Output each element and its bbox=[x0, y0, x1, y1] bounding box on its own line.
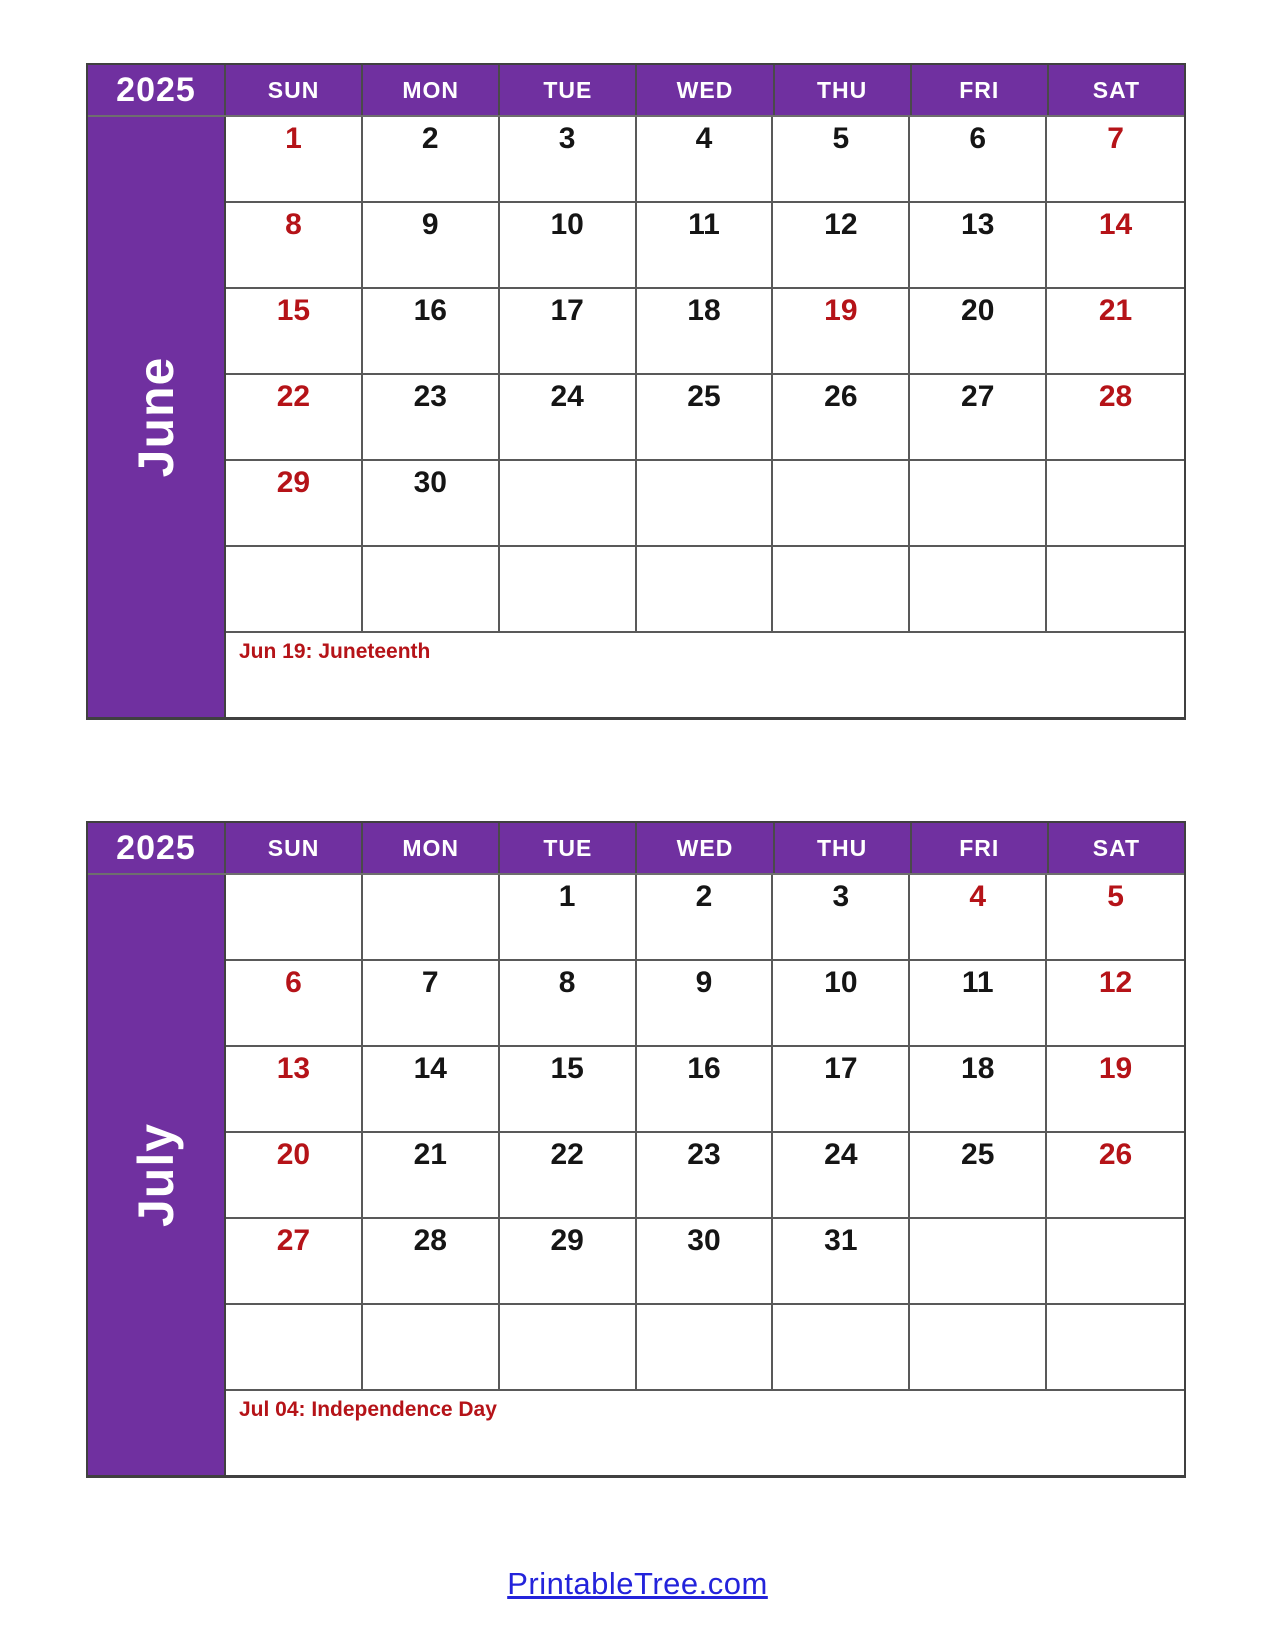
day-number: 23 bbox=[413, 380, 447, 413]
day-cell bbox=[226, 461, 363, 547]
footer-link[interactable]: PrintableTree.com bbox=[507, 1566, 768, 1601]
weekday-header-sun: SUN bbox=[226, 65, 363, 115]
day-number: 30 bbox=[413, 466, 447, 499]
day-number: 30 bbox=[687, 1224, 721, 1257]
day-number: 11 bbox=[961, 966, 994, 999]
day-cell bbox=[500, 1133, 637, 1219]
day-cell bbox=[637, 117, 774, 203]
day-cell bbox=[1047, 1047, 1184, 1133]
day-number: 4 bbox=[969, 880, 987, 913]
day-cell bbox=[910, 1047, 1047, 1133]
day-number: 22 bbox=[276, 380, 311, 413]
day-number: 10 bbox=[550, 208, 584, 241]
day-number: 15 bbox=[550, 1052, 584, 1085]
day-cell bbox=[773, 547, 910, 633]
day-cell bbox=[226, 547, 363, 633]
day-number: 12 bbox=[1098, 966, 1133, 999]
day-cell bbox=[1047, 961, 1184, 1047]
day-cell bbox=[910, 117, 1047, 203]
day-number: 7 bbox=[1107, 122, 1124, 155]
day-cell bbox=[637, 1305, 774, 1391]
day-number: 22 bbox=[550, 1138, 584, 1171]
day-number: 1 bbox=[558, 880, 576, 913]
day-cell bbox=[500, 117, 637, 203]
calendar-header-row bbox=[88, 65, 1184, 117]
day-cell bbox=[226, 117, 363, 203]
day-cell bbox=[910, 1219, 1047, 1305]
day-number: 5 bbox=[1107, 880, 1124, 913]
holiday-note: Jul 04: Independence Day bbox=[239, 1398, 497, 1421]
day-cell bbox=[1047, 1133, 1184, 1219]
day-cell bbox=[363, 961, 500, 1047]
day-cell bbox=[910, 961, 1047, 1047]
day-number: 5 bbox=[832, 122, 850, 155]
day-cell bbox=[637, 461, 774, 547]
day-cell bbox=[363, 547, 500, 633]
day-number: 25 bbox=[961, 1138, 995, 1171]
day-cell bbox=[363, 1219, 500, 1305]
day-number: 9 bbox=[695, 966, 713, 999]
day-number: 9 bbox=[421, 208, 439, 241]
weekday-header-wed: WED bbox=[637, 823, 774, 873]
day-cell bbox=[1047, 461, 1184, 547]
day-cell bbox=[226, 1305, 363, 1391]
day-number: 25 bbox=[687, 380, 721, 413]
weekday-header-mon: MON bbox=[363, 65, 500, 115]
day-number: 4 bbox=[695, 122, 713, 155]
calendar-body bbox=[88, 875, 1184, 1475]
day-number: 14 bbox=[413, 1052, 447, 1085]
day-cell bbox=[363, 461, 500, 547]
day-number: 8 bbox=[285, 208, 302, 241]
weekday-header-wed: WED bbox=[637, 65, 774, 115]
calendar-header-row bbox=[88, 823, 1184, 875]
day-number: 27 bbox=[276, 1224, 311, 1257]
day-number: 17 bbox=[824, 1052, 858, 1085]
day-number: 15 bbox=[276, 294, 311, 327]
footer bbox=[0, 1566, 1275, 1602]
day-number: 19 bbox=[1098, 1052, 1133, 1085]
day-cell bbox=[500, 961, 637, 1047]
day-cell bbox=[637, 375, 774, 461]
day-cell bbox=[500, 1219, 637, 1305]
day-cell bbox=[637, 203, 774, 289]
day-cell bbox=[1047, 875, 1184, 961]
day-number: 11 bbox=[688, 208, 720, 241]
day-number: 23 bbox=[687, 1138, 721, 1171]
day-cell bbox=[500, 875, 637, 961]
day-cell bbox=[226, 1219, 363, 1305]
day-number: 13 bbox=[276, 1052, 311, 1085]
day-cell bbox=[500, 289, 637, 375]
calendar-body bbox=[88, 117, 1184, 717]
month-sidebar bbox=[88, 117, 226, 717]
holiday-band bbox=[226, 633, 1184, 717]
day-cell bbox=[363, 289, 500, 375]
day-number: 17 bbox=[550, 294, 584, 327]
weekday-header-sun: SUN bbox=[226, 823, 363, 873]
day-cell bbox=[773, 1305, 910, 1391]
day-cell bbox=[363, 117, 500, 203]
day-number: 29 bbox=[276, 466, 311, 499]
day-number: 26 bbox=[1098, 1138, 1133, 1171]
day-number: 28 bbox=[1098, 380, 1133, 413]
day-cell bbox=[773, 961, 910, 1047]
day-cell bbox=[363, 1305, 500, 1391]
day-cell bbox=[363, 375, 500, 461]
day-number: 21 bbox=[413, 1138, 447, 1171]
day-cell bbox=[910, 875, 1047, 961]
day-number: 21 bbox=[1098, 294, 1133, 327]
day-cell bbox=[773, 289, 910, 375]
day-cell bbox=[910, 375, 1047, 461]
weekday-header-fri: FRI bbox=[912, 65, 1049, 115]
day-cell bbox=[363, 875, 500, 961]
day-cell bbox=[637, 961, 774, 1047]
day-number: 13 bbox=[961, 208, 995, 241]
holiday-band bbox=[226, 1391, 1184, 1475]
day-cell bbox=[1047, 1305, 1184, 1391]
day-number: 3 bbox=[558, 122, 576, 155]
holiday-note: Jun 19: Juneteenth bbox=[239, 640, 431, 663]
day-cell bbox=[226, 961, 363, 1047]
day-number: 14 bbox=[1098, 208, 1133, 241]
day-cell bbox=[363, 1047, 500, 1133]
day-cell bbox=[226, 289, 363, 375]
calendar-july bbox=[86, 821, 1186, 1478]
weekday-header-sat: SAT bbox=[1092, 76, 1141, 103]
day-cell bbox=[637, 289, 774, 375]
day-cell bbox=[910, 289, 1047, 375]
day-number: 18 bbox=[687, 294, 721, 327]
year-label: 2025 bbox=[88, 65, 226, 115]
weekday-header-thu: THU bbox=[775, 823, 912, 873]
day-cell bbox=[1047, 547, 1184, 633]
day-cell bbox=[226, 1047, 363, 1133]
day-cell bbox=[773, 375, 910, 461]
day-cell bbox=[1047, 375, 1184, 461]
day-number: 1 bbox=[285, 122, 302, 155]
day-cell bbox=[226, 875, 363, 961]
day-number: 29 bbox=[550, 1224, 584, 1257]
day-number: 27 bbox=[961, 380, 995, 413]
day-cell bbox=[910, 1133, 1047, 1219]
day-cell bbox=[1047, 289, 1184, 375]
day-cell bbox=[500, 461, 637, 547]
month-label: June bbox=[128, 356, 184, 478]
day-cell bbox=[773, 1133, 910, 1219]
day-cell bbox=[1047, 203, 1184, 289]
day-number: 28 bbox=[413, 1224, 447, 1257]
day-number: 31 bbox=[824, 1224, 858, 1257]
day-cell bbox=[637, 547, 774, 633]
weekday-header-mon: MON bbox=[363, 823, 500, 873]
day-number: 26 bbox=[824, 380, 858, 413]
day-cell bbox=[773, 461, 910, 547]
day-cell bbox=[773, 875, 910, 961]
weekday-header-tue: TUE bbox=[500, 65, 637, 115]
day-cell bbox=[637, 1047, 774, 1133]
weekday-header-tue: TUE bbox=[500, 823, 637, 873]
weekday-header-sat: SAT bbox=[1092, 834, 1141, 861]
day-number: 24 bbox=[550, 380, 584, 413]
weekday-header-fri: FRI bbox=[912, 823, 1049, 873]
day-cell bbox=[773, 1219, 910, 1305]
day-grid bbox=[226, 117, 1184, 633]
month-sidebar bbox=[88, 875, 226, 1475]
day-number: 2 bbox=[695, 880, 713, 913]
day-number: 16 bbox=[413, 294, 447, 327]
year-label: 2025 bbox=[88, 823, 226, 873]
day-cell bbox=[363, 1133, 500, 1219]
day-cell bbox=[1047, 117, 1184, 203]
day-number: 19 bbox=[824, 294, 858, 327]
day-cell bbox=[637, 1219, 774, 1305]
day-cell bbox=[910, 203, 1047, 289]
day-number: 6 bbox=[285, 966, 302, 999]
day-number: 12 bbox=[824, 208, 858, 241]
day-cell bbox=[226, 375, 363, 461]
weekday-header-thu: THU bbox=[775, 65, 912, 115]
day-cell bbox=[500, 203, 637, 289]
calendar-grid-column bbox=[226, 117, 1184, 717]
day-number: 18 bbox=[961, 1052, 995, 1085]
month-label: July bbox=[128, 1122, 184, 1228]
day-number: 16 bbox=[687, 1052, 721, 1085]
day-cell bbox=[773, 117, 910, 203]
day-cell bbox=[226, 1133, 363, 1219]
day-cell bbox=[637, 875, 774, 961]
day-cell bbox=[500, 1305, 637, 1391]
day-cell bbox=[910, 1305, 1047, 1391]
calendar-grid-column bbox=[226, 875, 1184, 1475]
day-number: 20 bbox=[961, 294, 995, 327]
day-number: 6 bbox=[969, 122, 987, 155]
day-number: 20 bbox=[276, 1138, 311, 1171]
day-number: 24 bbox=[824, 1138, 858, 1171]
day-cell bbox=[773, 1047, 910, 1133]
day-number: 10 bbox=[824, 966, 858, 999]
day-cell bbox=[500, 375, 637, 461]
day-number: 3 bbox=[832, 880, 850, 913]
day-cell bbox=[637, 1133, 774, 1219]
day-number: 2 bbox=[421, 122, 439, 155]
day-number: 8 bbox=[558, 966, 576, 999]
day-cell bbox=[363, 203, 500, 289]
day-cell bbox=[910, 461, 1047, 547]
day-cell bbox=[500, 547, 637, 633]
day-cell bbox=[1047, 1219, 1184, 1305]
day-cell bbox=[226, 203, 363, 289]
day-grid bbox=[226, 875, 1184, 1391]
day-number: 7 bbox=[421, 966, 439, 999]
day-cell bbox=[910, 547, 1047, 633]
day-cell bbox=[773, 203, 910, 289]
calendar-june bbox=[86, 63, 1186, 720]
day-cell bbox=[500, 1047, 637, 1133]
